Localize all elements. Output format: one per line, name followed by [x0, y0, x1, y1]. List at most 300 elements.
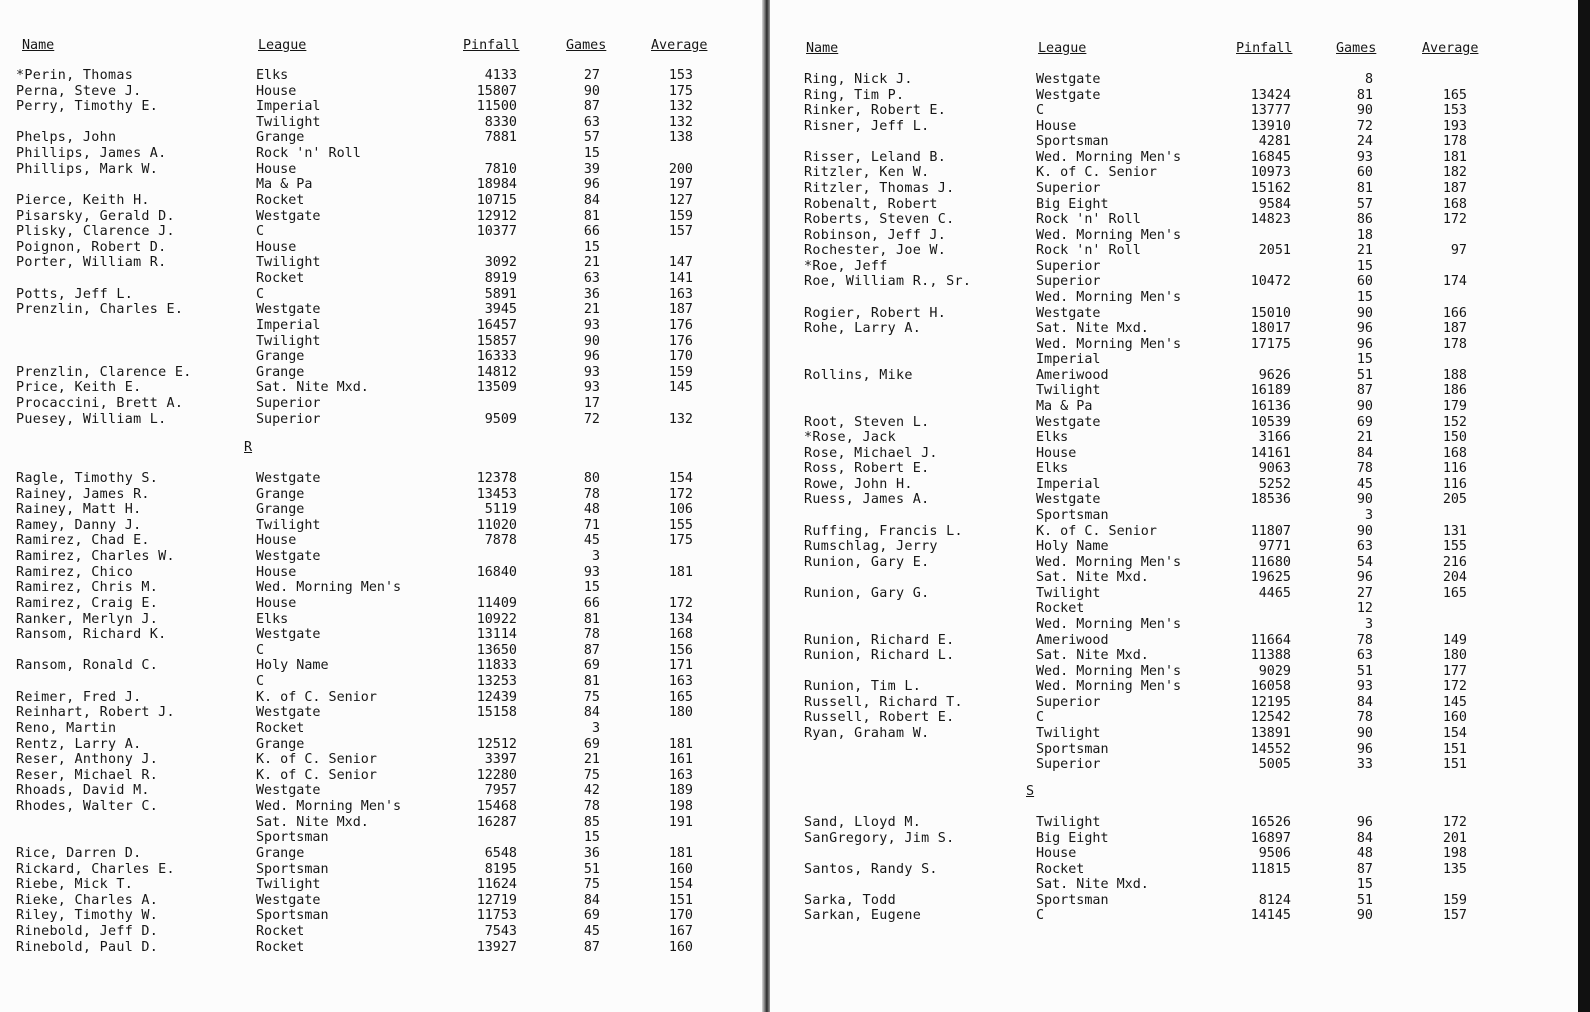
average-value: 168	[668, 627, 693, 643]
average-value: 132	[668, 99, 693, 115]
league-name: Wed. Morning Men's	[1036, 149, 1182, 165]
average-value: 147	[668, 255, 693, 271]
pinfall-value: 10472	[1250, 274, 1291, 290]
average-value: 138	[668, 130, 693, 146]
games-value: 45	[1356, 476, 1373, 492]
pinfall-value: 12912	[476, 208, 517, 224]
table-row	[0, 302, 762, 318]
table-row	[770, 165, 1590, 181]
pinfall-value: 16457	[476, 317, 517, 333]
bowler-name: Reimer, Fred J.	[16, 689, 142, 705]
games-value: 93	[1356, 149, 1373, 165]
page-edge	[1578, 0, 1590, 1012]
games-value: 63	[1356, 648, 1373, 664]
games-value: 84	[1356, 694, 1373, 710]
league-name: Westgate	[256, 549, 321, 565]
league-name: Sportsman	[256, 830, 329, 846]
games-value: 75	[583, 767, 600, 783]
games-value: 78	[583, 799, 600, 815]
bowler-name: Prenzlin, Charles E.	[16, 302, 184, 318]
table-row	[0, 487, 762, 503]
table-row	[0, 830, 762, 846]
table-row	[770, 88, 1590, 104]
games-value: 48	[1356, 846, 1373, 862]
table-row	[0, 815, 762, 831]
average-value: 159	[1442, 892, 1467, 908]
pinfall-value: 16897	[1250, 830, 1291, 846]
games-value: 96	[1356, 336, 1373, 352]
league-name: Twilight	[256, 255, 321, 271]
games-value: 87	[583, 99, 600, 115]
table-row	[0, 365, 762, 381]
games-value: 96	[1356, 321, 1373, 337]
games-value: 90	[1356, 523, 1373, 539]
league-name: Twilight	[1036, 725, 1101, 741]
table-row	[770, 181, 1590, 197]
average-value: 172	[668, 486, 693, 502]
bowler-name: Riley, Timothy W.	[16, 908, 159, 924]
pinfall-value: 14145	[1250, 908, 1291, 924]
pinfall-value: 12719	[476, 892, 517, 908]
column-header-pinfall: Pinfall	[463, 38, 520, 53]
table-row	[770, 601, 1590, 617]
league-name: House	[256, 83, 297, 99]
games-value: 93	[583, 380, 600, 396]
bowler-name: Runion, Gary G.	[804, 585, 930, 601]
bowler-name: Rice, Darren D.	[16, 845, 142, 861]
table-row	[770, 555, 1590, 571]
bowler-name: Ramey, Danny J.	[16, 517, 142, 533]
pinfall-value: 10922	[476, 611, 517, 627]
left-page	[0, 0, 762, 1012]
table-row	[770, 321, 1590, 337]
table-row	[770, 877, 1590, 893]
bowler-name: Reser, Anthony J.	[16, 752, 159, 768]
league-name: Rocket	[256, 271, 305, 287]
table-row	[0, 240, 762, 256]
average-value: 155	[668, 517, 693, 533]
league-name: Sat. Nite Mxd.	[1036, 648, 1149, 664]
games-value: 45	[583, 533, 600, 549]
pinfall-value: 11388	[1250, 648, 1291, 664]
average-value: 165	[1442, 585, 1467, 601]
table-row	[770, 570, 1590, 586]
bowler-name: Rinebold, Jeff D.	[16, 923, 159, 939]
average-value: 157	[668, 224, 693, 240]
games-value: 57	[1356, 196, 1373, 212]
league-name: Westgate	[256, 471, 321, 486]
pinfall-value: 16526	[1250, 815, 1291, 830]
league-name: Superior	[1036, 757, 1101, 773]
games-value: 18	[1356, 227, 1373, 243]
table-row	[770, 368, 1590, 384]
bowler-name: Ryan, Graham W.	[804, 725, 930, 741]
bowler-name: Ragle, Timothy S.	[16, 471, 159, 486]
average-value: 177	[1442, 663, 1467, 679]
bowler-name: Ramirez, Chris M.	[16, 580, 159, 596]
pinfall-value: 10973	[1250, 165, 1291, 181]
pinfall-value: 13509	[476, 380, 517, 396]
games-value: 87	[1356, 861, 1373, 877]
league-name: Ameriwood	[1036, 632, 1109, 648]
pinfall-value: 4281	[1258, 134, 1291, 150]
games-value: 81	[583, 674, 600, 690]
pinfall-value: 5119	[484, 502, 517, 518]
column-header-pinfall: Pinfall	[1236, 41, 1293, 56]
table-row	[0, 721, 762, 737]
pinfall-value: 13253	[476, 674, 517, 690]
league-name: Westgate	[1036, 72, 1101, 87]
table-row	[0, 255, 762, 271]
league-name: Twilight	[1036, 815, 1101, 830]
table-row	[0, 412, 762, 428]
pinfall-value: 7810	[484, 161, 517, 177]
games-value: 78	[1356, 710, 1373, 726]
games-value: 69	[1356, 414, 1373, 430]
column-header-average: Average	[651, 38, 708, 53]
table-row	[770, 197, 1590, 213]
games-value: 90	[1356, 908, 1373, 924]
games-value: 78	[1356, 632, 1373, 648]
table-row	[0, 705, 762, 721]
table-row	[0, 549, 762, 565]
table-row	[770, 695, 1590, 711]
pinfall-value: 14552	[1250, 741, 1291, 757]
bowler-name: Ross, Robert E.	[804, 461, 930, 477]
league-name: Big Eight	[1036, 830, 1109, 846]
league-name: C	[1036, 908, 1045, 924]
average-value: 153	[668, 68, 693, 83]
league-name: Rocket	[256, 923, 305, 939]
table-row	[0, 84, 762, 100]
league-name: Superior	[1036, 180, 1101, 196]
games-value: 66	[583, 224, 600, 240]
bowler-name: Runion, Tim L.	[804, 679, 922, 695]
average-value: 191	[668, 814, 693, 830]
games-value: 84	[583, 892, 600, 908]
league-name: House	[256, 161, 297, 177]
pinfall-value: 18984	[476, 177, 517, 193]
games-value: 60	[1356, 165, 1373, 181]
league-name: Westgate	[256, 302, 321, 318]
table-row	[770, 477, 1590, 493]
table-row	[0, 146, 762, 162]
table-row	[770, 539, 1590, 555]
average-value: 154	[668, 877, 693, 893]
games-value: 15	[583, 146, 600, 162]
league-name: C	[1036, 710, 1045, 726]
table-row	[0, 612, 762, 628]
bowler-name: Santos, Randy S.	[804, 861, 938, 877]
average-value: 201	[1442, 830, 1467, 846]
games-value: 36	[583, 845, 600, 861]
games-value: 93	[583, 317, 600, 333]
games-value: 15	[1356, 877, 1373, 893]
league-name: C	[1036, 103, 1045, 119]
pinfall-value: 12378	[476, 471, 517, 486]
games-value: 69	[583, 908, 600, 924]
league-name: Wed. Morning Men's	[1036, 616, 1182, 632]
average-value: 168	[1442, 445, 1467, 461]
pinfall-value: 13927	[476, 939, 517, 955]
pinfall-value: 10377	[476, 224, 517, 240]
table-row	[770, 150, 1590, 166]
average-value: 178	[1442, 336, 1467, 352]
average-value: 187	[1442, 321, 1467, 337]
bowler-name: Ring, Nick J.	[804, 72, 913, 87]
games-value: 78	[583, 627, 600, 643]
games-value: 84	[1356, 830, 1373, 846]
league-name: Westgate	[256, 208, 321, 224]
table-row	[770, 399, 1590, 415]
table-row	[0, 471, 762, 487]
league-name: Wed. Morning Men's	[1036, 227, 1182, 243]
league-name: Twilight	[256, 877, 321, 893]
games-value: 3	[1364, 616, 1373, 632]
league-name: Grange	[256, 845, 305, 861]
games-value: 39	[583, 161, 600, 177]
league-name: C	[256, 224, 265, 240]
average-value: 181	[668, 736, 693, 752]
games-value: 69	[583, 658, 600, 674]
bowler-name: Reno, Martin	[16, 720, 117, 736]
average-value: 127	[668, 192, 693, 208]
pinfall-value: 3166	[1258, 430, 1291, 446]
league-name: Rock 'n' Roll	[1036, 243, 1141, 259]
average-value: 172	[1442, 815, 1467, 830]
league-name: Imperial	[1036, 476, 1101, 492]
games-value: 96	[1356, 815, 1373, 830]
league-name: Wed. Morning Men's	[1036, 679, 1182, 695]
bowler-name: Porter, William R.	[16, 255, 167, 271]
games-value: 48	[583, 502, 600, 518]
bowler-name: Rainey, James R.	[16, 486, 150, 502]
bowler-name: Root, Steven L.	[804, 414, 930, 430]
pinfall-value: 13777	[1250, 103, 1291, 119]
bowler-name: *Rose, Jack	[804, 430, 896, 446]
average-value: 181	[668, 564, 693, 580]
pinfall-value: 9063	[1258, 461, 1291, 477]
bowler-name: Roe, William R., Sr.	[804, 274, 972, 290]
games-value: 51	[1356, 367, 1373, 383]
games-value: 72	[583, 411, 600, 427]
league-name: Rock 'n' Roll	[1036, 212, 1141, 228]
pinfall-value: 15158	[476, 705, 517, 721]
bowler-name: Phillips, Mark W.	[16, 161, 159, 177]
average-value: 174	[1442, 274, 1467, 290]
table-row	[770, 352, 1590, 368]
bowler-name: Rollins, Mike	[804, 367, 913, 383]
games-value: 3	[591, 549, 600, 565]
league-name: Westgate	[256, 705, 321, 721]
table-row	[0, 68, 762, 84]
games-value: 81	[1356, 180, 1373, 196]
bowler-name: Rentz, Larry A.	[16, 736, 142, 752]
league-name: Wed. Morning Men's	[1036, 554, 1182, 570]
average-value: 160	[1442, 710, 1467, 726]
average-value: 152	[1442, 414, 1467, 430]
pinfall-value: 4465	[1258, 585, 1291, 601]
table-row	[0, 580, 762, 596]
average-value: 216	[1442, 554, 1467, 570]
pinfall-value: 9509	[484, 411, 517, 427]
column-header-average: Average	[1422, 41, 1479, 56]
league-name: Twilight	[256, 114, 321, 130]
league-name: Grange	[256, 349, 305, 365]
pinfall-value: 16058	[1250, 679, 1291, 695]
average-value: 176	[668, 317, 693, 333]
bowler-name: Rhoads, David M.	[16, 783, 150, 799]
bowler-name: Runion, Richard E.	[804, 632, 955, 648]
league-name: Imperial	[256, 99, 321, 115]
bowler-name: Ruffing, Francis L.	[804, 523, 963, 539]
games-value: 42	[583, 783, 600, 799]
pinfall-value: 10715	[476, 192, 517, 208]
table-row	[770, 862, 1590, 878]
average-value: 160	[668, 939, 693, 955]
pinfall-value: 16840	[476, 564, 517, 580]
league-name: Sportsman	[1036, 741, 1109, 757]
bowler-name: Robenalt, Robert	[804, 196, 938, 212]
games-value: 72	[1356, 118, 1373, 134]
average-value: 168	[1442, 196, 1467, 212]
table-row	[770, 228, 1590, 244]
games-value: 12	[1356, 601, 1373, 617]
games-value: 75	[583, 689, 600, 705]
bowler-name: *Roe, Jeff	[804, 258, 888, 274]
games-value: 36	[583, 286, 600, 302]
table-row	[0, 658, 762, 674]
pinfall-value: 18536	[1250, 492, 1291, 508]
section-letter-text: R	[244, 440, 253, 455]
table-row	[770, 461, 1590, 477]
league-name: Sat. Nite Mxd.	[1036, 570, 1149, 586]
table-row	[770, 72, 1590, 88]
pinfall-value: 12439	[476, 689, 517, 705]
league-name: Ma & Pa	[1036, 398, 1093, 414]
bowler-name: Rinebold, Paul D.	[16, 939, 159, 955]
pinfall-value: 12195	[1250, 694, 1291, 710]
pinfall-value: 5005	[1258, 757, 1291, 773]
average-value: 159	[668, 364, 693, 380]
games-value: 24	[1356, 134, 1373, 150]
pinfall-value: 11833	[476, 658, 517, 674]
pinfall-value: 8195	[484, 861, 517, 877]
table-row	[0, 271, 762, 287]
bowler-name: *Perin, Thomas	[16, 68, 134, 83]
bowler-name: Ring, Tim P.	[804, 87, 905, 103]
bowler-name: Reser, Michael R.	[16, 767, 159, 783]
table-row	[770, 524, 1590, 540]
bowler-name: Riebe, Mick T.	[16, 877, 134, 893]
league-name: Westgate	[1036, 492, 1101, 508]
pinfall-value: 5891	[484, 286, 517, 302]
table-row	[770, 908, 1590, 924]
games-value: 27	[1356, 585, 1373, 601]
league-name: Sportsman	[1036, 134, 1109, 150]
table-row	[0, 783, 762, 799]
average-value: 116	[1442, 461, 1467, 477]
section-letter-text: S	[1026, 784, 1035, 799]
league-name: Rocket	[256, 720, 305, 736]
league-name: House	[1036, 445, 1077, 461]
table-row	[0, 193, 762, 209]
average-value: 165	[668, 689, 693, 705]
table-row	[770, 290, 1590, 306]
table-row	[770, 742, 1590, 758]
games-value: 93	[583, 564, 600, 580]
bowler-name: Sarkan, Eugene	[804, 908, 922, 924]
bowler-name: Poignon, Robert D.	[16, 239, 167, 255]
table-row	[0, 533, 762, 549]
games-value: 21	[583, 302, 600, 318]
column-header-games: Games	[566, 38, 607, 53]
games-value: 15	[1356, 289, 1373, 305]
league-name: Elks	[1036, 430, 1069, 446]
average-value: 153	[1442, 103, 1467, 119]
bowler-name: Potts, Jeff L.	[16, 286, 134, 302]
average-value: 151	[1442, 741, 1467, 757]
games-value: 86	[1356, 212, 1373, 228]
pinfall-value: 13650	[476, 642, 517, 658]
pinfall-value: 11664	[1250, 632, 1291, 648]
table-row	[770, 446, 1590, 462]
table-row	[0, 877, 762, 893]
pinfall-value: 11020	[476, 517, 517, 533]
league-name: Wed. Morning Men's	[256, 799, 402, 815]
pinfall-value: 15857	[476, 333, 517, 349]
pinfall-value: 10539	[1250, 414, 1291, 430]
pinfall-value: 11807	[1250, 523, 1291, 539]
games-value: 45	[583, 923, 600, 939]
pinfall-value: 12512	[476, 736, 517, 752]
average-value: 161	[668, 752, 693, 768]
games-value: 17	[583, 396, 600, 412]
pinfall-value: 11815	[1250, 861, 1291, 877]
league-name: House	[1036, 118, 1077, 134]
games-value: 15	[583, 580, 600, 596]
average-value: 141	[668, 271, 693, 287]
bowler-name: Rickard, Charles E.	[16, 861, 175, 877]
table-row	[770, 893, 1590, 909]
games-value: 27	[583, 68, 600, 83]
average-value: 204	[1442, 570, 1467, 586]
league-name: Rocket	[256, 192, 305, 208]
pinfall-value: 13891	[1250, 725, 1291, 741]
pinfall-value: 11680	[1250, 554, 1291, 570]
average-value: 132	[668, 411, 693, 427]
table-row	[0, 924, 762, 940]
average-value: 150	[1442, 430, 1467, 446]
league-name: Ma & Pa	[256, 177, 313, 193]
bowler-name: Rhodes, Walter C.	[16, 799, 159, 815]
league-name: Westgate	[256, 892, 321, 908]
league-name: Grange	[256, 130, 305, 146]
games-value: 90	[583, 83, 600, 99]
table-row	[770, 831, 1590, 847]
games-value: 78	[1356, 461, 1373, 477]
pinfall-value: 9584	[1258, 196, 1291, 212]
table-row	[770, 648, 1590, 664]
games-value: 51	[583, 861, 600, 877]
table-row	[0, 799, 762, 815]
average-value: 167	[668, 923, 693, 939]
bowler-name: Ritzler, Thomas J.	[804, 180, 955, 196]
average-value: 163	[668, 674, 693, 690]
average-value: 176	[668, 333, 693, 349]
pinfall-value: 9771	[1258, 539, 1291, 555]
table-row	[770, 430, 1590, 446]
